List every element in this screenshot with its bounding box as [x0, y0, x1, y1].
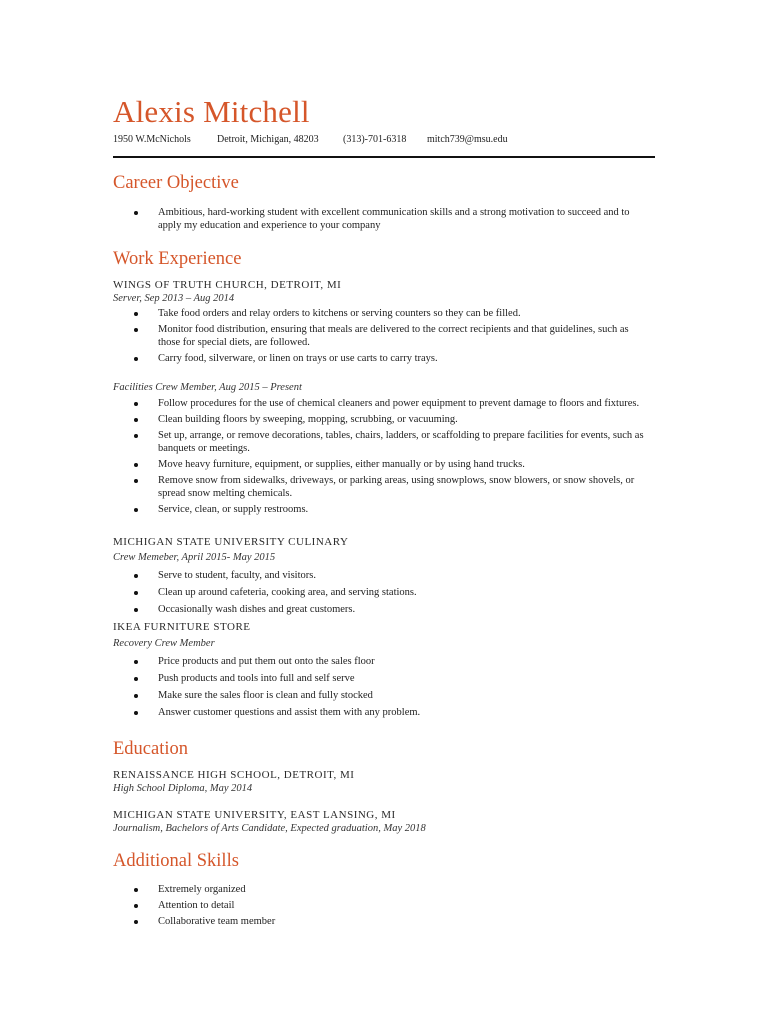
- list-item: [113, 474, 653, 500]
- bullet-dot: [134, 574, 138, 578]
- address: 1950 W.McNichols: [113, 134, 191, 145]
- bullet-dot: [134, 711, 138, 715]
- list-item: [113, 429, 653, 455]
- bullet-dot: [134, 463, 138, 467]
- list-item-text: Price products and put them out onto the sales floor: [158, 656, 375, 667]
- bullet-dot: [134, 312, 138, 316]
- role-facilities: Facilities Crew Member, Aug 2015 – Present: [113, 382, 302, 393]
- section-title-career: Career Objective: [113, 173, 239, 193]
- list-item: [113, 689, 653, 702]
- list-item: [113, 397, 653, 410]
- school-msu: MICHIGAN STATE UNIVERSITY, EAST LANSING, MI: [113, 809, 396, 821]
- bullet-dot: [134, 608, 138, 612]
- org-msu-culinary: MICHIGAN STATE UNIVERSITY CULINARY: [113, 536, 349, 548]
- candidate-name: Alexis Mitchell: [113, 94, 310, 129]
- list-item-text: Carry food, silverware, or linen on trays or use carts to carry trays.: [158, 353, 438, 364]
- facilities-duties: [113, 397, 653, 519]
- list-item: [113, 503, 653, 516]
- list-item-text: Make sure the sales floor is clean and fully stocked: [158, 690, 373, 701]
- list-item: [113, 323, 653, 349]
- list-item: [113, 603, 653, 616]
- list-item-text: Follow procedures for the use of chemical cleaners and power equipment to prevent damage to floors and fixtures.: [158, 398, 640, 409]
- school-renaissance: RENAISSANCE HIGH SCHOOL, DETROIT, MI: [113, 769, 355, 781]
- list-item-text: Collaborative team member: [158, 916, 276, 927]
- org-church: WINGS OF TRUTH CHURCH, DETROIT, MI: [113, 279, 342, 291]
- list-item: [113, 458, 653, 471]
- list-item-text: Serve to student, faculty, and visitors.: [158, 570, 316, 581]
- list-item-text: Ambitious, hard-working student with excellent communication skills and a strong motivation to succeed and to apply my education and experience to your company: [158, 207, 630, 231]
- bullet-dot: [134, 591, 138, 595]
- role-server: Server, Sep 2013 – Aug 2014: [113, 293, 235, 304]
- bullet-dot: [134, 211, 138, 215]
- list-item-text: Extremely organized: [158, 884, 246, 895]
- bullet-dot: [134, 888, 138, 892]
- list-item-text: Take food orders and relay orders to kitchens or serving counters so they can be filled.: [158, 308, 521, 319]
- contact-line: [113, 134, 508, 145]
- list-item: [113, 655, 653, 668]
- list-item: [113, 206, 653, 232]
- bullet-dot: [134, 418, 138, 422]
- list-item: [113, 672, 653, 685]
- list-item-text: Service, clean, or supply restrooms.: [158, 504, 309, 515]
- list-item: [113, 883, 653, 896]
- recovery-duties: [113, 655, 653, 723]
- section-title-education: Education: [113, 739, 189, 759]
- skills-list: [113, 883, 653, 931]
- list-item-text: Monitor food distribution, ensuring that meals are delivered to the correct recipients and that guidelines, such as those for special diets, are followed.: [158, 324, 629, 348]
- bullet-dot: [134, 434, 138, 438]
- city: Detroit, Michigan, 48203: [217, 134, 319, 145]
- bullet-dot: [134, 328, 138, 332]
- list-item: [113, 706, 653, 719]
- org-ikea: IKEA FURNITURE STORE: [113, 621, 251, 633]
- list-item-text: Clean building floors by sweeping, mopping, scrubbing, or vacuuming.: [158, 414, 458, 425]
- bullet-dot: [134, 402, 138, 406]
- list-item-text: Set up, arrange, or remove decorations, tables, chairs, ladders, or scaffolding to prepare facilities for events, such as banquets or meetings.: [158, 430, 644, 454]
- list-item-text: Push products and tools into full and self serve: [158, 673, 355, 684]
- list-item-text: Clean up around cafeteria, cooking area, and serving stations.: [158, 587, 417, 598]
- list-item-text: Occasionally wash dishes and great customers.: [158, 604, 356, 615]
- bullet-dot: [134, 357, 138, 361]
- email: mitch739@msu.edu: [427, 134, 508, 145]
- list-item-text: Move heavy furniture, equipment, or supplies, either manually or by using hand trucks.: [158, 459, 525, 470]
- bullet-dot: [134, 920, 138, 924]
- list-item-text: Remove snow from sidewalks, driveways, or parking areas, using snowplows, snow blowers, or snow shovels, or spread snow melting chemicals.: [158, 475, 635, 499]
- server-duties: [113, 307, 653, 368]
- list-item-text: Answer customer questions and assist them with any problem.: [158, 707, 421, 718]
- bullet-dot: [134, 904, 138, 908]
- section-title-skills: Additional Skills: [113, 851, 239, 871]
- list-item: [113, 569, 653, 582]
- header-divider: [113, 156, 655, 158]
- bullet-dot: [134, 479, 138, 483]
- bullet-dot: [134, 508, 138, 512]
- list-item: [113, 899, 653, 912]
- school-msu-detail: Journalism, Bachelors of Arts Candidate, Expected graduation, May 2018: [113, 823, 426, 834]
- career-list: [113, 206, 653, 235]
- role-recovery: Recovery Crew Member: [113, 638, 215, 649]
- list-item-text: Attention to detail: [158, 900, 235, 911]
- list-item: [113, 413, 653, 426]
- role-crew: Crew Memeber, April 2015- May 2015: [113, 552, 276, 563]
- list-item: [113, 352, 653, 365]
- bullet-dot: [134, 694, 138, 698]
- section-title-work: Work Experience: [113, 249, 242, 269]
- bullet-dot: [134, 677, 138, 681]
- phone: (313)-701-6318: [343, 134, 407, 145]
- crew-duties: [113, 569, 653, 620]
- list-item: [113, 586, 653, 599]
- list-item: [113, 307, 653, 320]
- school-renaissance-detail: High School Diploma, May 2014: [113, 783, 253, 794]
- bullet-dot: [134, 660, 138, 664]
- list-item: [113, 915, 653, 928]
